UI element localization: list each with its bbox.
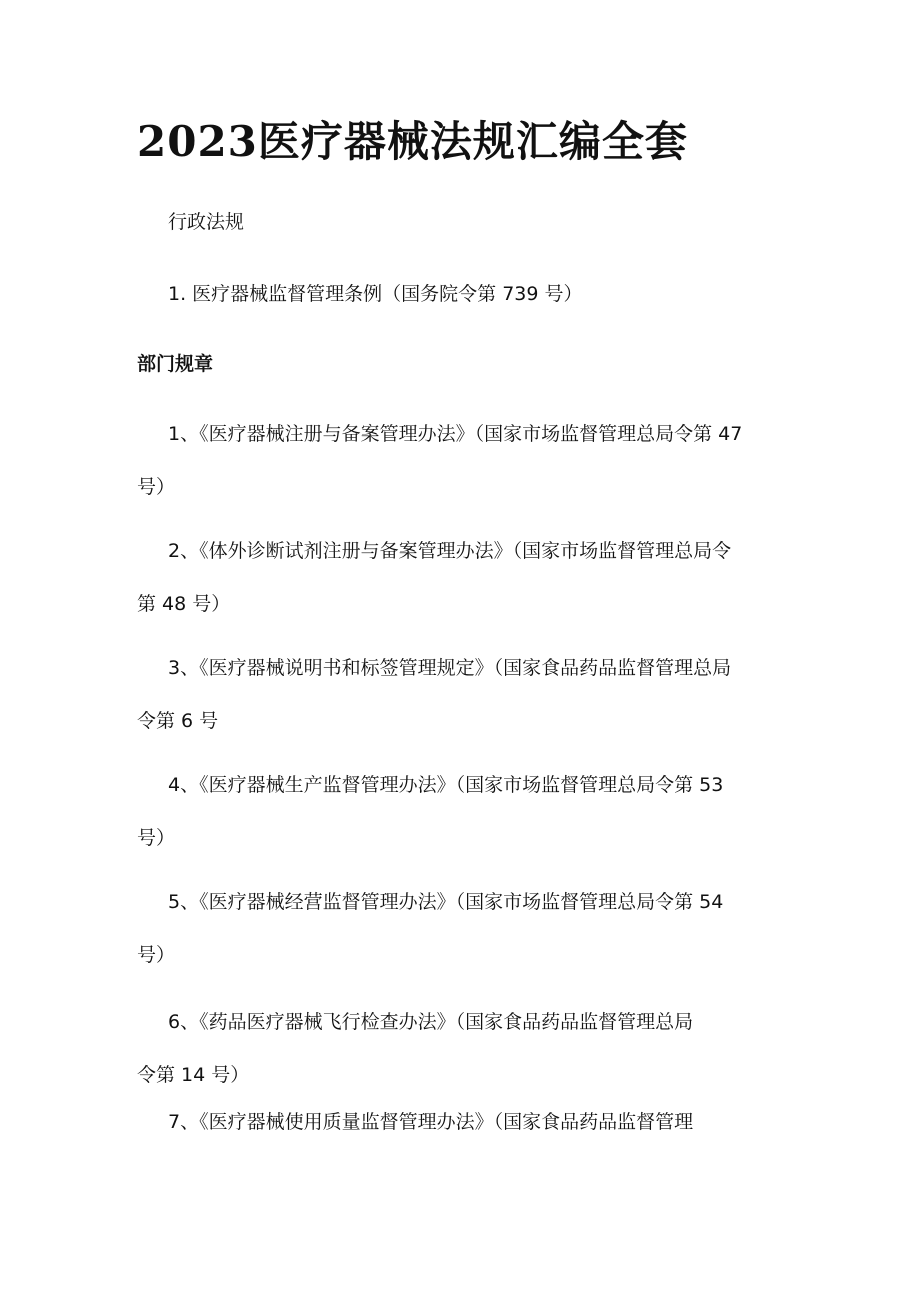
rule-item-4-line1: 4、《医疗器械生产监督管理办法》（国家市场监督管理总局令第 53 xyxy=(168,774,724,796)
rule-item-6-line1: 6、《药品医疗器械飞行检查办法》（国家食品药品监督管理总局 xyxy=(168,1011,694,1033)
document-title: 2023医疗器械法规汇编全套 xyxy=(137,117,688,166)
rule-item-2 xyxy=(137,537,787,618)
rule-item-1 xyxy=(137,420,787,501)
department-rules-heading: 部门规章 xyxy=(137,353,214,375)
rule-item-6-line2: 令第 14 号） xyxy=(137,1064,250,1086)
rule-item-3-line2: 令第 6 号 xyxy=(137,710,219,732)
rule-item-7-line1: 7、《医疗器械使用质量监督管理办法》（国家食品药品监督管理 xyxy=(168,1111,694,1133)
rule-item-2-line1: 2、《体外诊断试剂注册与备案管理办法》（国家市场监督管理总局令 xyxy=(168,540,732,562)
rule-item-5-line1: 5、《医疗器械经营监督管理办法》（国家市场监督管理总局令第 54 xyxy=(168,891,724,913)
rule-item-4 xyxy=(137,771,787,852)
rule-item-1-line2: 号） xyxy=(137,476,176,498)
rule-item-6 xyxy=(137,1008,787,1089)
rule-item-5-line2: 号） xyxy=(137,944,176,966)
rule-item-4-line2: 号） xyxy=(137,827,176,849)
rule-item-2-line2: 第 48 号） xyxy=(137,593,231,615)
rule-item-5 xyxy=(137,888,787,969)
rule-item-1-line1: 1、《医疗器械注册与备案管理办法》（国家市场监督管理总局令第 47 xyxy=(168,423,743,445)
administrative-regulations-label: 行政法规 xyxy=(168,211,245,233)
rule-item-7 xyxy=(137,1108,787,1136)
rule-item-3 xyxy=(137,654,787,735)
regulation-item-1: 1. 医疗器械监督管理条例（国务院令第 739 号） xyxy=(168,283,583,305)
rule-item-3-line1: 3、《医疗器械说明书和标签管理规定》（国家食品药品监督管理总局 xyxy=(168,657,732,679)
